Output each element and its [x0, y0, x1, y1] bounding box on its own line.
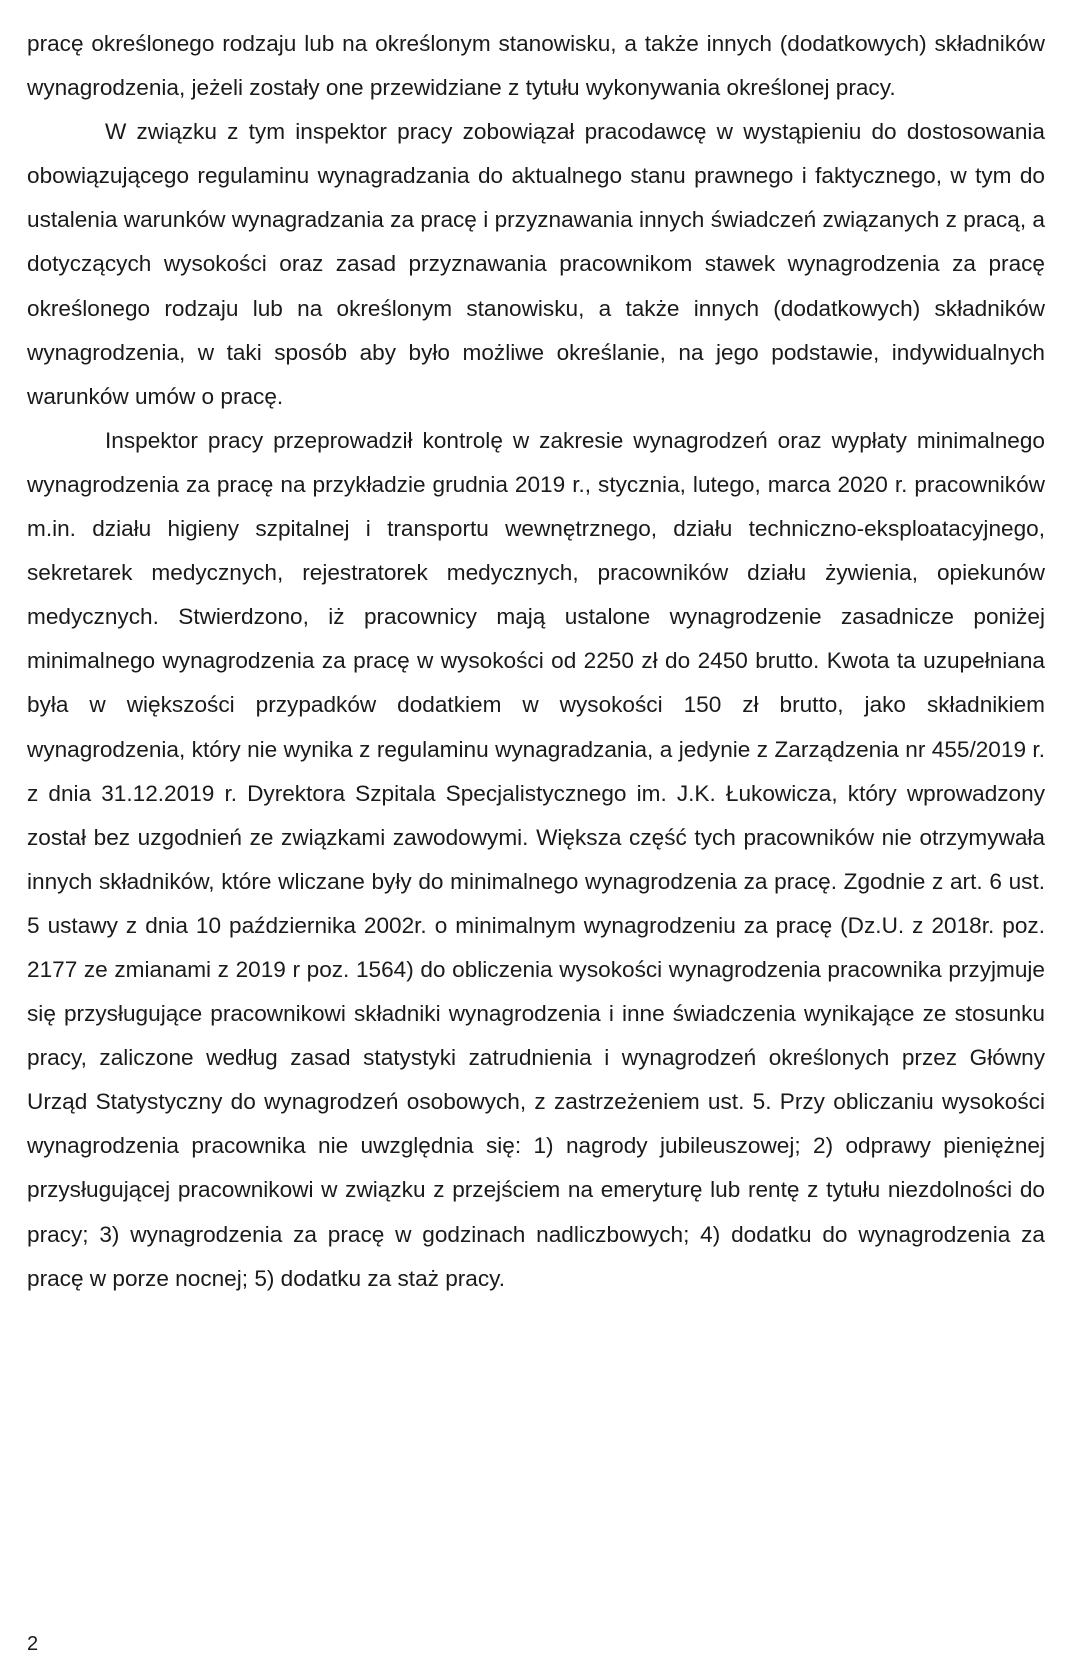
paragraph-inspection-findings: Inspektor pracy przeprowadził kontrolę w zakresie wynagrodzeń oraz wypłaty minimalnego wynagrodzenia za pracę na przykładzie grudnia 2019 r., stycznia, lutego, marca 2020 r. pracowników m.in. działu higieny szpitalnej i transportu wewnętrznego, działu techniczno-eksploatacyjnego, sekretarek medycznych, rejestratorek medycznych, pracowników działu żywienia, opiekunów medycznych. Stwierdzono, iż pracownicy mają ustalone wynagrodzenie zasadnicze poniżej minimalnego wynagrodzenia za pracę w wysokości od 2250 zł do 2450 brutto. Kwota ta uzupełniana była w większości przypadków dodatkiem w wysokości 150 zł brutto, jako składnikiem wynagrodzenia, który nie wynika z regulaminu wynagradzania, a jedynie z Zarządzenia nr 455/2019 r. z dnia 31.12.2019 r. Dyrektora Szpitala Specjalistycznego im. J.K. Łukowicza, który wprowadzony został bez uzgodnień ze związkami zawodowymi. Większa część tych pracowników nie otrzymywała innych składników, które wliczane były do minimalnego wynagrodzenia za pracę. Zgodnie z art. 6 ust. 5 ustawy z dnia 10 października 2002r. o minimalnym wynagrodzeniu za pracę (Dz.U. z 2018r. poz. 2177 ze zmianami z 2019 r poz. 1564) do obliczenia wysokości wynagrodzenia pracownika przyjmuje się przysługujące pracownikowi składniki wynagrodzenia i inne świadczenia wynikające ze stosunku pracy, zaliczone według zasad statystyki zatrudnienia i wynagrodzeń określonych przez Główny Urząd Statystyczny do wynagrodzeń osobowych, z zastrzeżeniem ust. 5. Przy obliczaniu wysokości wynagrodzenia pracownika nie uwzględnia się: 1) nagrody jubileuszowej; 2) odprawy pieniężnej przysługującej pracownikowi w związku z przejściem na emeryturę lub rentę z tytułu niezdolności do pracy; 3) wynagrodzenia za pracę w godzinach nadliczbowych; 4) dodatku do wynagrodzenia za pracę w porze nocnej; 5) dodatku za staż pracy. [27, 427, 1045, 1291]
paragraph-recommendation: W związku z tym inspektor pracy zobowiązał pracodawcę w wystąpieniu do dostosowania obowiązującego regulaminu wynagradzania do aktualnego stanu prawnego i faktycznego, w tym do ustalenia warunków wynagradzania za pracę i przyznawania innych świadczeń związanych z pracą, a dotyczących wysokości oraz zasad przyznawania pracownikom stawek wynagrodzenia za pracę określonego rodzaju lub na określonym stanowisku, a także innych (dodatkowych) składników wynagrodzenia, w taki sposób aby było możliwe określanie, na jego podstawie, indywidualnych warunków umów o pracę. [27, 119, 1045, 409]
page-number: 2 [27, 1633, 39, 1655]
document-body [27, 22, 1045, 1301]
paragraph-continuation: pracę określonego rodzaju lub na określonym stanowisku, a także innych (dodatkowych) składników wynagrodzenia, jeżeli zostały one przewidziane z tytułu wykonywania określonej pracy. [27, 31, 1045, 101]
